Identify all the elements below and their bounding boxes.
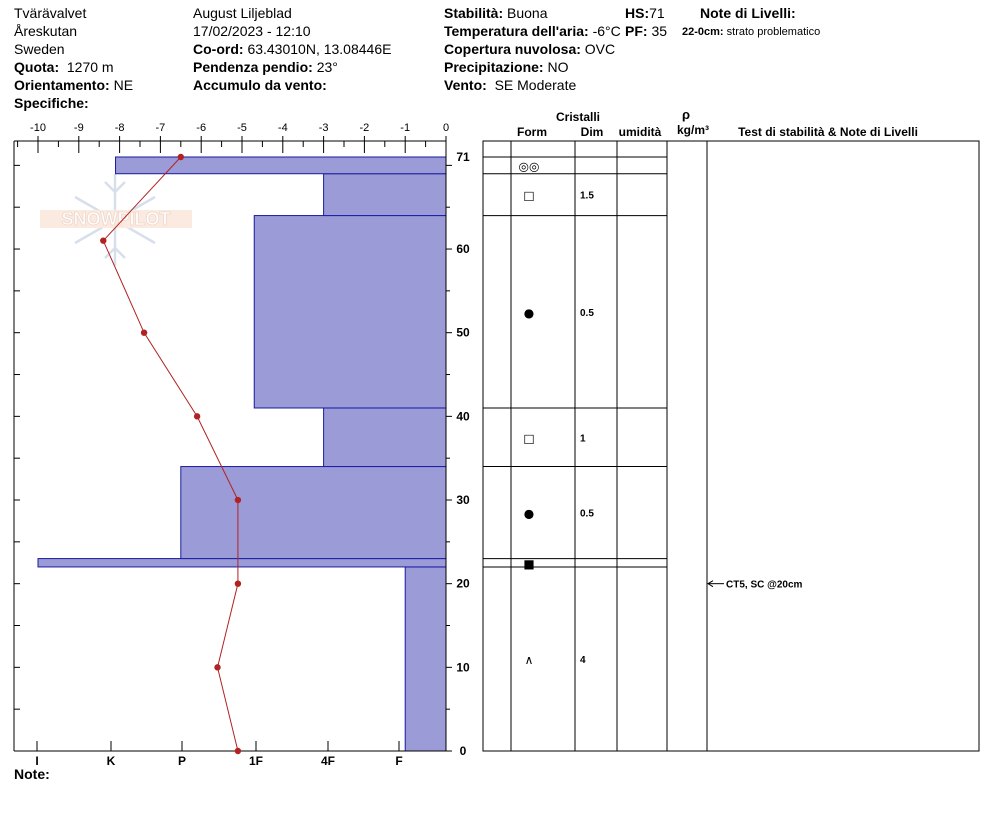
- hardness-bar: [324, 174, 446, 216]
- temperature-point: [235, 580, 241, 586]
- temp-tick-label: -3: [318, 122, 329, 134]
- layer-table-frame: [483, 141, 979, 751]
- hs-label: HS:: [625, 5, 650, 21]
- temperature-profile: [100, 154, 241, 754]
- orient-value: NE: [113, 77, 134, 93]
- layer-note-depth: 22-0cm:: [682, 26, 724, 38]
- location-line-3: Sweden: [14, 41, 65, 57]
- grain-size-value: 0.5: [580, 508, 594, 520]
- temp-tick-label: -1: [400, 122, 411, 134]
- airtemp-value: -6°C: [592, 23, 621, 39]
- airtemp-label: Temperatura dell'aria:: [444, 23, 589, 39]
- temp-tick-label: -5: [237, 122, 247, 134]
- temp-tick-label: -6: [196, 122, 207, 134]
- precip-label: Precipitazione:: [444, 59, 544, 75]
- grain-form-symbol: ■: [523, 556, 535, 571]
- hardness-bar: [254, 216, 446, 408]
- stability-test-label: CT5, SC @20cm: [726, 579, 803, 591]
- grain-form-symbol: ●: [523, 305, 535, 320]
- grain-size-value: 4: [580, 654, 586, 666]
- header-rho: ρ: [681, 107, 691, 122]
- header-cristalli: Cristalli: [555, 110, 601, 124]
- pf-value: 35: [651, 23, 668, 39]
- cloud-value: OVC: [584, 41, 616, 57]
- hardness-tick-label: 4F: [320, 754, 336, 768]
- pf-label: PF:: [625, 23, 648, 39]
- quota-label: Quota:: [14, 59, 60, 75]
- observation-datetime: 17/02/2023 - 12:10: [193, 23, 311, 39]
- stability-value: Buona: [507, 5, 548, 21]
- height-tick-label: 30: [456, 493, 470, 508]
- hardness-tick-label: P: [177, 754, 187, 768]
- hs-value: 71: [649, 5, 665, 21]
- height-tick-label: 60: [456, 242, 470, 257]
- header-umidita: umidità: [618, 125, 662, 139]
- hardness-bar: [324, 408, 446, 467]
- slope-label: Pendenza pendio:: [193, 59, 313, 75]
- grain-form-symbol: ∧: [524, 652, 534, 667]
- header-test: Test di stabilità & Note di Livelli: [738, 125, 918, 139]
- temp-tick-label: -4: [277, 122, 288, 134]
- grain-form-symbol: □: [523, 188, 535, 203]
- hardness-bar: [38, 559, 446, 567]
- temperature-point: [235, 748, 241, 754]
- hardness-bar: [181, 467, 446, 559]
- spec-label: Specifiche:: [14, 95, 89, 111]
- grain-form-symbol: ◎◎: [518, 159, 540, 174]
- temperature-line: [103, 157, 238, 751]
- grain-size-value: 1: [580, 433, 586, 445]
- temperature-point: [141, 329, 147, 335]
- grain-form-symbol: □: [523, 431, 535, 446]
- grain-form-symbol: ●: [523, 506, 535, 521]
- footer-note-label: Note:: [14, 766, 50, 782]
- observer-name: August Liljeblad: [193, 5, 292, 21]
- cloud-label: Copertura nuvolosa:: [444, 41, 581, 57]
- height-tick-label: 50: [456, 325, 470, 340]
- height-tick-label: 20: [456, 576, 470, 591]
- coord-label: Co-ord:: [193, 41, 244, 57]
- temp-tick-label: -9: [73, 122, 84, 134]
- wind-value: SE Moderate: [494, 77, 577, 93]
- temp-tick-label: -8: [114, 122, 125, 134]
- temperature-point: [194, 413, 200, 419]
- header-dim: Dim: [580, 125, 604, 139]
- grain-size-value: 1.5: [580, 190, 594, 202]
- height-tick-label: 40: [456, 409, 470, 424]
- grain-size-value: 0.5: [580, 307, 594, 319]
- header-kgm3: kg/m³: [676, 123, 710, 137]
- header-form: Form: [517, 125, 547, 139]
- coord-value: 63.43010N, 13.08446E: [247, 41, 392, 57]
- temp-tick-label: -7: [155, 122, 166, 134]
- precip-value: NO: [547, 59, 569, 75]
- temp-tick-label: -10: [30, 122, 46, 134]
- height-tick-label: 10: [456, 660, 470, 675]
- hardness-bar: [405, 567, 446, 751]
- height-tick-label: 71: [456, 150, 470, 164]
- slope-value: 23°: [316, 59, 338, 75]
- hardness-bar: [116, 157, 446, 174]
- location-line-2: Åreskutan: [14, 23, 78, 39]
- layer-table: [483, 107, 979, 751]
- snowpilot-watermark: [40, 174, 192, 266]
- temp-tick-label: 0: [442, 122, 450, 134]
- temperature-point: [235, 497, 241, 503]
- height-tick-label: 0: [459, 744, 467, 758]
- wind-load-label: Accumulo da vento:: [193, 77, 327, 93]
- location-line-1: Tvärävalvet: [14, 5, 87, 21]
- hardness-tick-label: I: [35, 754, 39, 768]
- orient-label: Orientamento:: [14, 77, 110, 93]
- hardness-tick-label: F: [395, 754, 403, 768]
- wind-label: Vento:: [444, 77, 487, 93]
- hardness-tick-label: K: [106, 754, 116, 768]
- temperature-point: [214, 664, 220, 670]
- temperature-point: [100, 237, 106, 243]
- watermark-text: SNOWPILOT: [61, 209, 171, 229]
- quota-value: 1270 m: [66, 59, 114, 75]
- stability-label: Stabilità:: [444, 5, 504, 21]
- layer-note-text: strato problematico: [726, 26, 821, 38]
- temp-tick-label: -2: [359, 122, 370, 134]
- hardness-bars: [38, 157, 446, 751]
- layer-notes-title: Note di Livelli:: [700, 5, 796, 21]
- temperature-point: [178, 154, 184, 160]
- hardness-tick-label: 1F: [248, 754, 264, 768]
